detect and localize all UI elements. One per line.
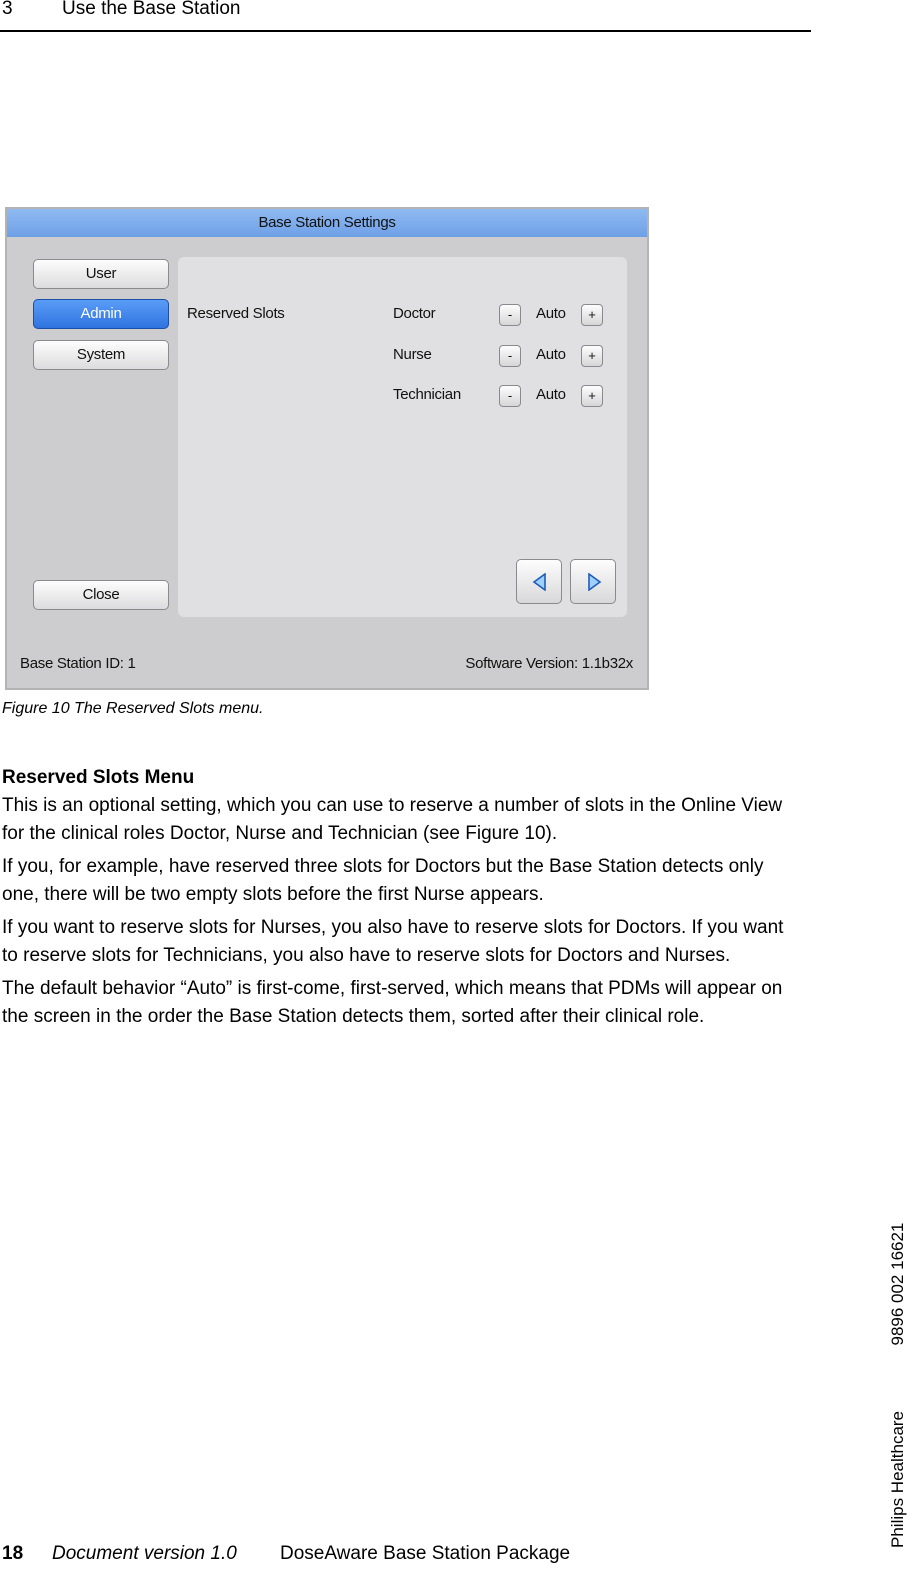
nurse-value: Auto <box>536 346 566 363</box>
previous-button[interactable] <box>516 559 562 604</box>
paragraph-1: This is an optional setting, which you can use to reserve a number of slots in the Online View for the clinical roles Doctor, Nurse and Technician (see Figure 10). <box>2 795 783 844</box>
page-number: 18 <box>2 1543 24 1564</box>
doctor-plus-button[interactable]: + <box>581 304 603 326</box>
document-number: 9896 002 16621 <box>888 1222 907 1346</box>
role-label-nurse: Nurse <box>393 346 432 363</box>
base-station-settings-window <box>5 207 649 690</box>
technician-plus-button[interactable]: + <box>581 385 603 407</box>
system-button[interactable]: System <box>33 340 169 370</box>
chapter-number: 3 <box>2 0 13 19</box>
nurse-plus-button[interactable]: + <box>581 345 603 367</box>
reserved-slots-label: Reserved Slots <box>187 305 285 322</box>
window-title: Base Station Settings <box>7 209 647 237</box>
body-text <box>2 764 802 1036</box>
paragraph-2: If you, for example, have reserved three slots for Doctors but the Base Station detects only one, there will be two empty slots before the first Nurse appears. <box>2 856 764 905</box>
section-heading: Reserved Slots Menu <box>2 767 195 788</box>
admin-button[interactable]: Admin <box>33 299 169 329</box>
role-label-doctor: Doctor <box>393 305 436 322</box>
close-button[interactable]: Close <box>33 580 169 610</box>
figure-caption: Figure 10 The Reserved Slots menu. <box>2 700 264 717</box>
right-triangle-icon <box>586 573 602 591</box>
technician-value: Auto <box>536 386 566 403</box>
document-version: Document version 1.0 <box>52 1543 237 1564</box>
role-label-technician: Technician <box>393 386 461 403</box>
software-version: Software Version: 1.1b32x <box>465 655 633 672</box>
doctor-value: Auto <box>536 305 566 322</box>
user-button[interactable]: User <box>33 259 169 289</box>
page-header <box>0 0 811 32</box>
base-station-id: Base Station ID: 1 <box>20 655 136 672</box>
next-button[interactable] <box>570 559 616 604</box>
package-name: DoseAware Base Station Package <box>280 1543 571 1564</box>
company-name: Philips Healthcare <box>888 1410 907 1548</box>
page-footer <box>2 1543 571 1565</box>
doctor-minus-button[interactable]: - <box>499 304 521 326</box>
left-triangle-icon <box>532 573 548 591</box>
technician-minus-button[interactable]: - <box>499 385 521 407</box>
chapter-title: Use the Base Station <box>62 0 241 19</box>
nurse-minus-button[interactable]: - <box>499 345 521 367</box>
paragraph-3: If you want to reserve slots for Nurses, you also have to reserve slots for Doctors. If you want to reserve slots for Technicians, you also have to reserve slots for Doctors and Nurses. <box>2 917 784 966</box>
side-margin-text <box>888 1223 908 1548</box>
paragraph-4: The default behavior “Auto” is first-come, first-served, which means that PDMs will appear on the screen in the order the Base Station detects them, sorted after their clinical role. <box>2 978 783 1027</box>
settings-panel <box>178 257 627 617</box>
